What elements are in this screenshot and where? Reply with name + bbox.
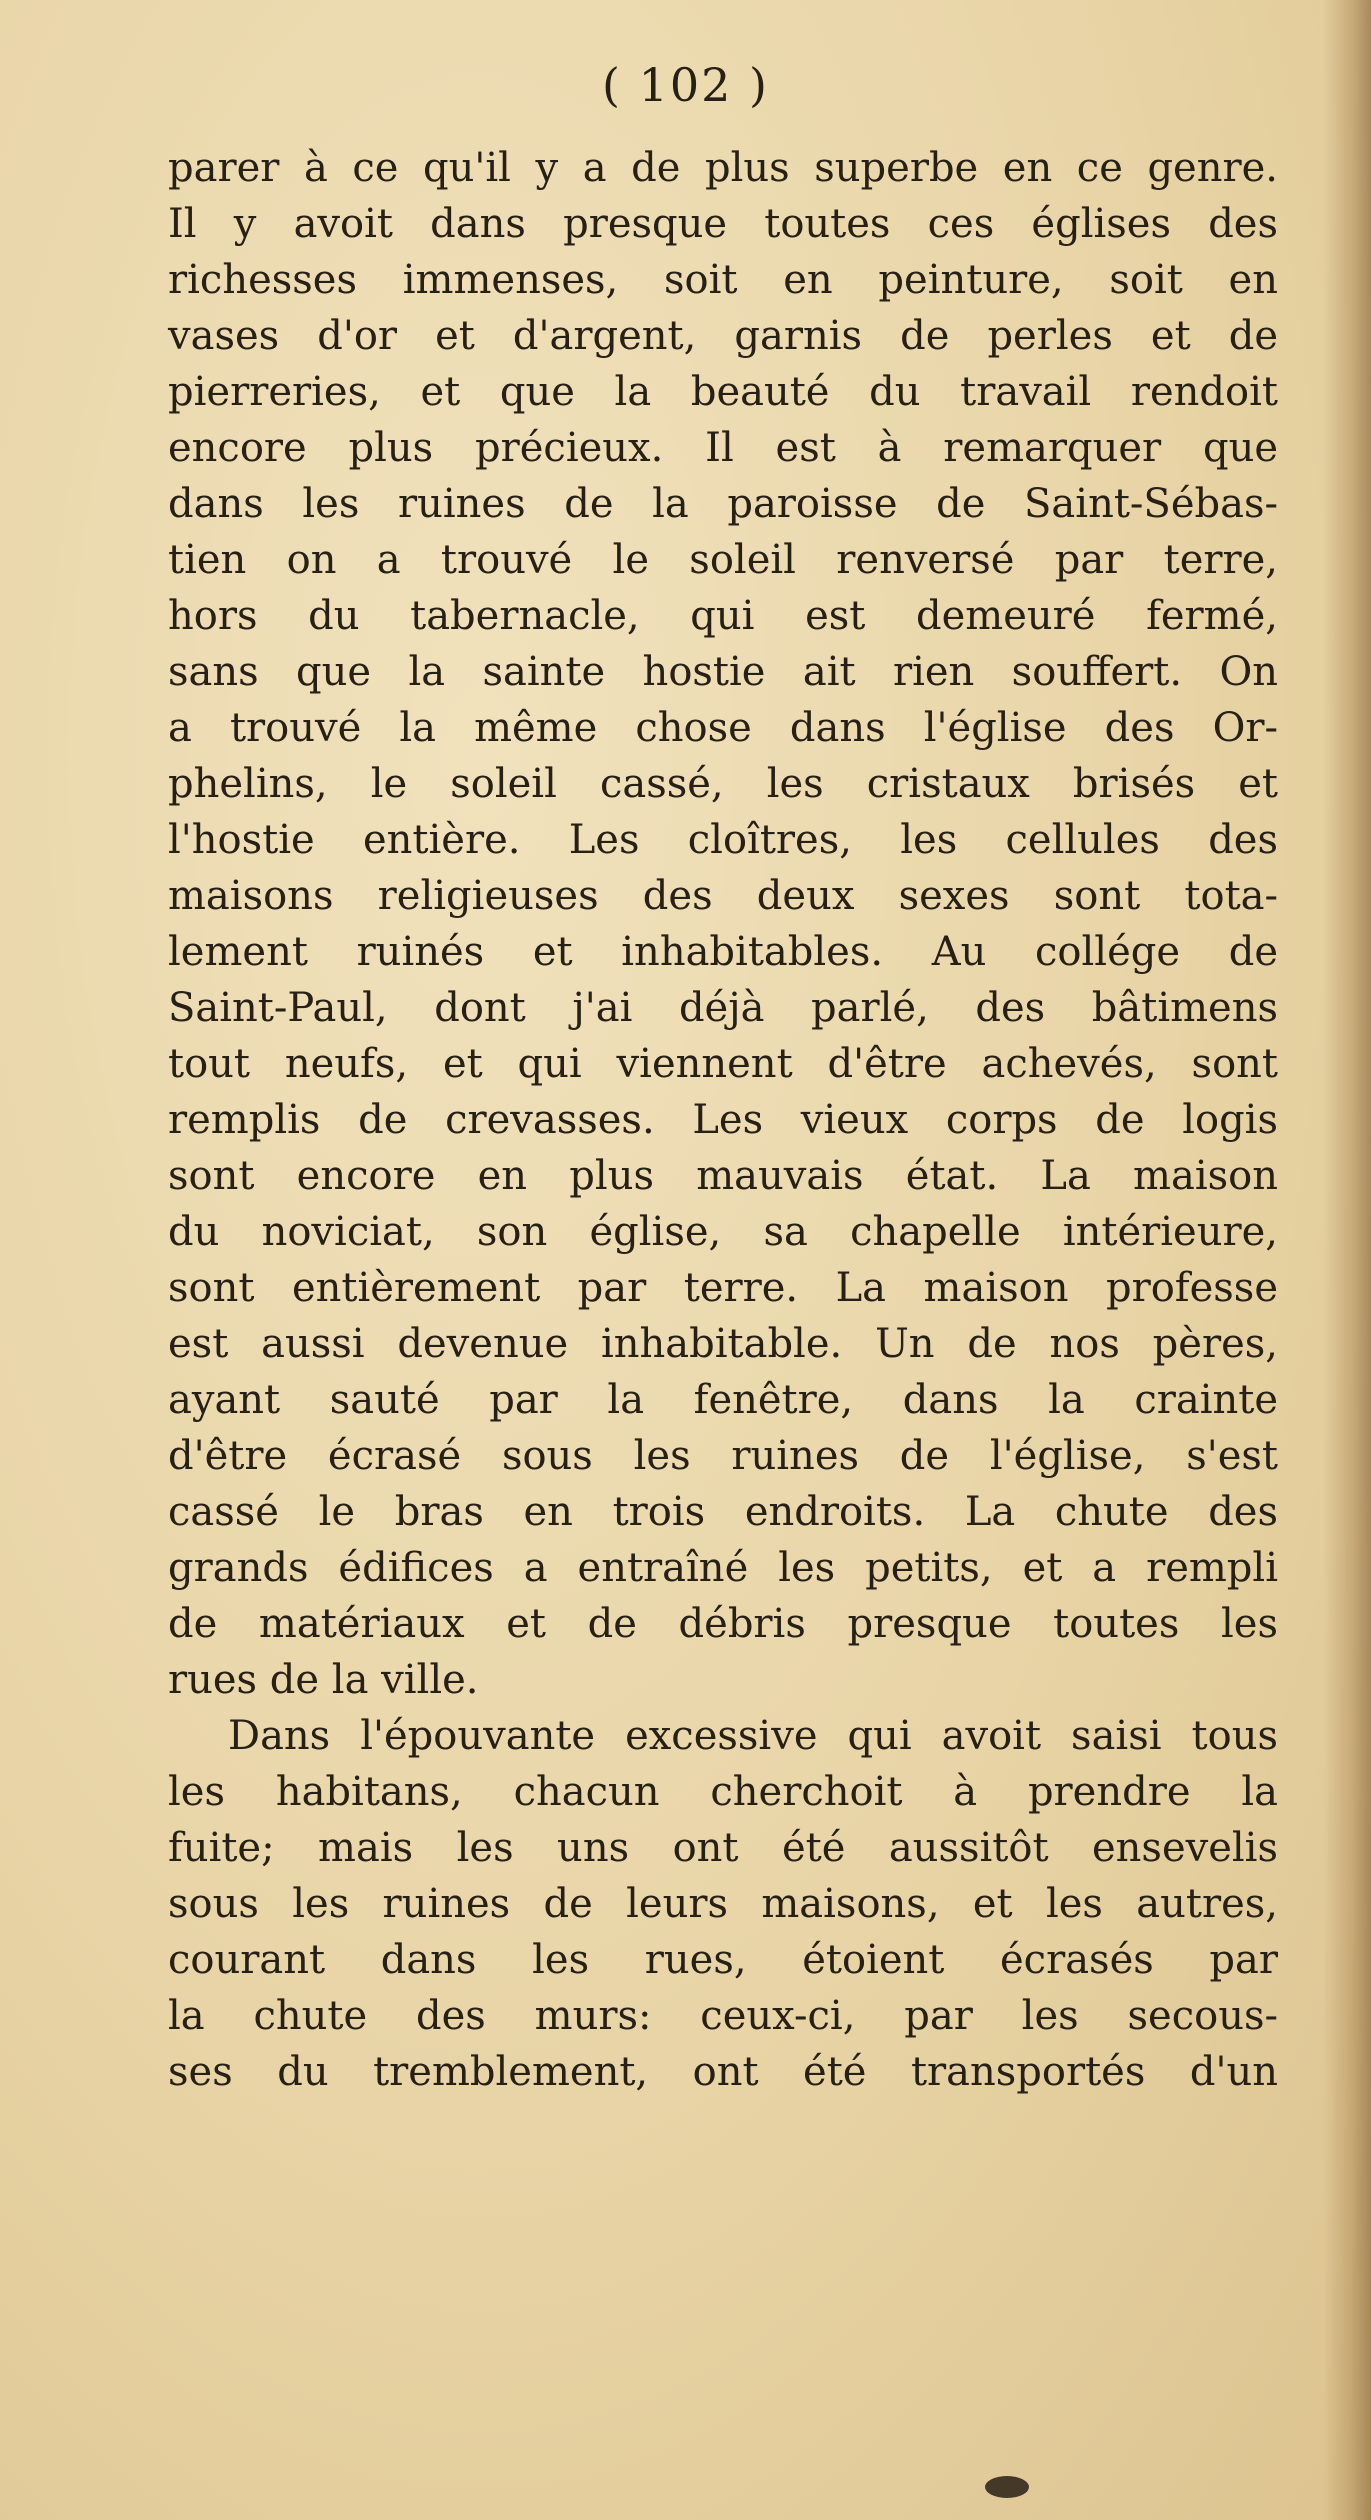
text-line: sont encore en plus mauvais état. La maison	[168, 1153, 1278, 1199]
text-line: est aussi devenue inhabitable. Un de nos pères,	[168, 1321, 1278, 1367]
text-line: l'hostie entière. Les cloîtres, les cellules des	[168, 817, 1278, 863]
text-line: fuite; mais les uns ont été aussitôt ensevelis	[168, 1825, 1278, 1871]
text-line: les habitans, chacun cherchoit à prendre la	[168, 1769, 1278, 1815]
text-line: Saint-Paul, dont j'ai déjà parlé, des bâtimens	[168, 985, 1278, 1031]
body-text	[168, 140, 1278, 2100]
text-line: lement ruinés et inhabitables. Au collége de	[168, 929, 1278, 975]
text-line: parer à ce qu'il y a de plus superbe en ce genre.	[168, 145, 1278, 191]
text-line: ses du tremblement, ont été transportés d'un	[168, 2049, 1278, 2095]
text-line: vases d'or et d'argent, garnis de perles et de	[168, 313, 1278, 359]
text-line: tien on a trouvé le soleil renversé par terre,	[168, 537, 1278, 583]
text-line: a trouvé la même chose dans l'église des Or-	[168, 705, 1278, 751]
text-line: courant dans les rues, étoient écrasés par	[168, 1937, 1278, 1983]
page-edge-shadow	[1323, 0, 1371, 2520]
text-line: sont entièrement par terre. La maison professe	[168, 1265, 1278, 1311]
text-line: tout neufs, et qui viennent d'être achevés, sont	[168, 1041, 1278, 1087]
text-line: phelins, le soleil cassé, les cristaux brisés et	[168, 761, 1278, 807]
text-line: cassé le bras en trois endroits. La chute des	[168, 1489, 1278, 1535]
ink-smudge	[985, 2476, 1029, 2498]
text-line: grands édifices a entraîné les petits, et a rempli	[168, 1545, 1278, 1591]
text-line: Il y avoit dans presque toutes ces églises des	[168, 201, 1278, 247]
text-line: remplis de crevasses. Les vieux corps de logis	[168, 1097, 1278, 1143]
text-line: maisons religieuses des deux sexes sont tota-	[168, 873, 1278, 919]
text-line: encore plus précieux. Il est à remarquer que	[168, 425, 1278, 471]
text-line: hors du tabernacle, qui est demeuré fermé,	[168, 593, 1278, 639]
text-line: rues de la ville.	[168, 1657, 479, 1703]
text-line: d'être écrasé sous les ruines de l'église, s'est	[168, 1433, 1278, 1479]
page-number: ( 102 )	[602, 58, 769, 112]
text-line: la chute des murs: ceux-ci, par les secous-	[168, 1993, 1278, 2039]
text-line: richesses immenses, soit en peinture, soit en	[168, 257, 1278, 303]
text-line: ayant sauté par la fenêtre, dans la crainte	[168, 1377, 1278, 1423]
text-line: dans les ruines de la paroisse de Saint-Sébas-	[168, 481, 1278, 527]
text-line: pierreries, et que la beauté du travail rendoit	[168, 369, 1278, 415]
text-line: sans que la sainte hostie ait rien souffert. On	[168, 649, 1278, 695]
text-line: Dans l'épouvante excessive qui avoit saisi tous	[228, 1713, 1278, 1759]
text-line: sous les ruines de leurs maisons, et les autres,	[168, 1881, 1278, 1927]
text-line: du noviciat, son église, sa chapelle intérieure,	[168, 1209, 1278, 1255]
text-line: de matériaux et de débris presque toutes les	[168, 1601, 1278, 1647]
